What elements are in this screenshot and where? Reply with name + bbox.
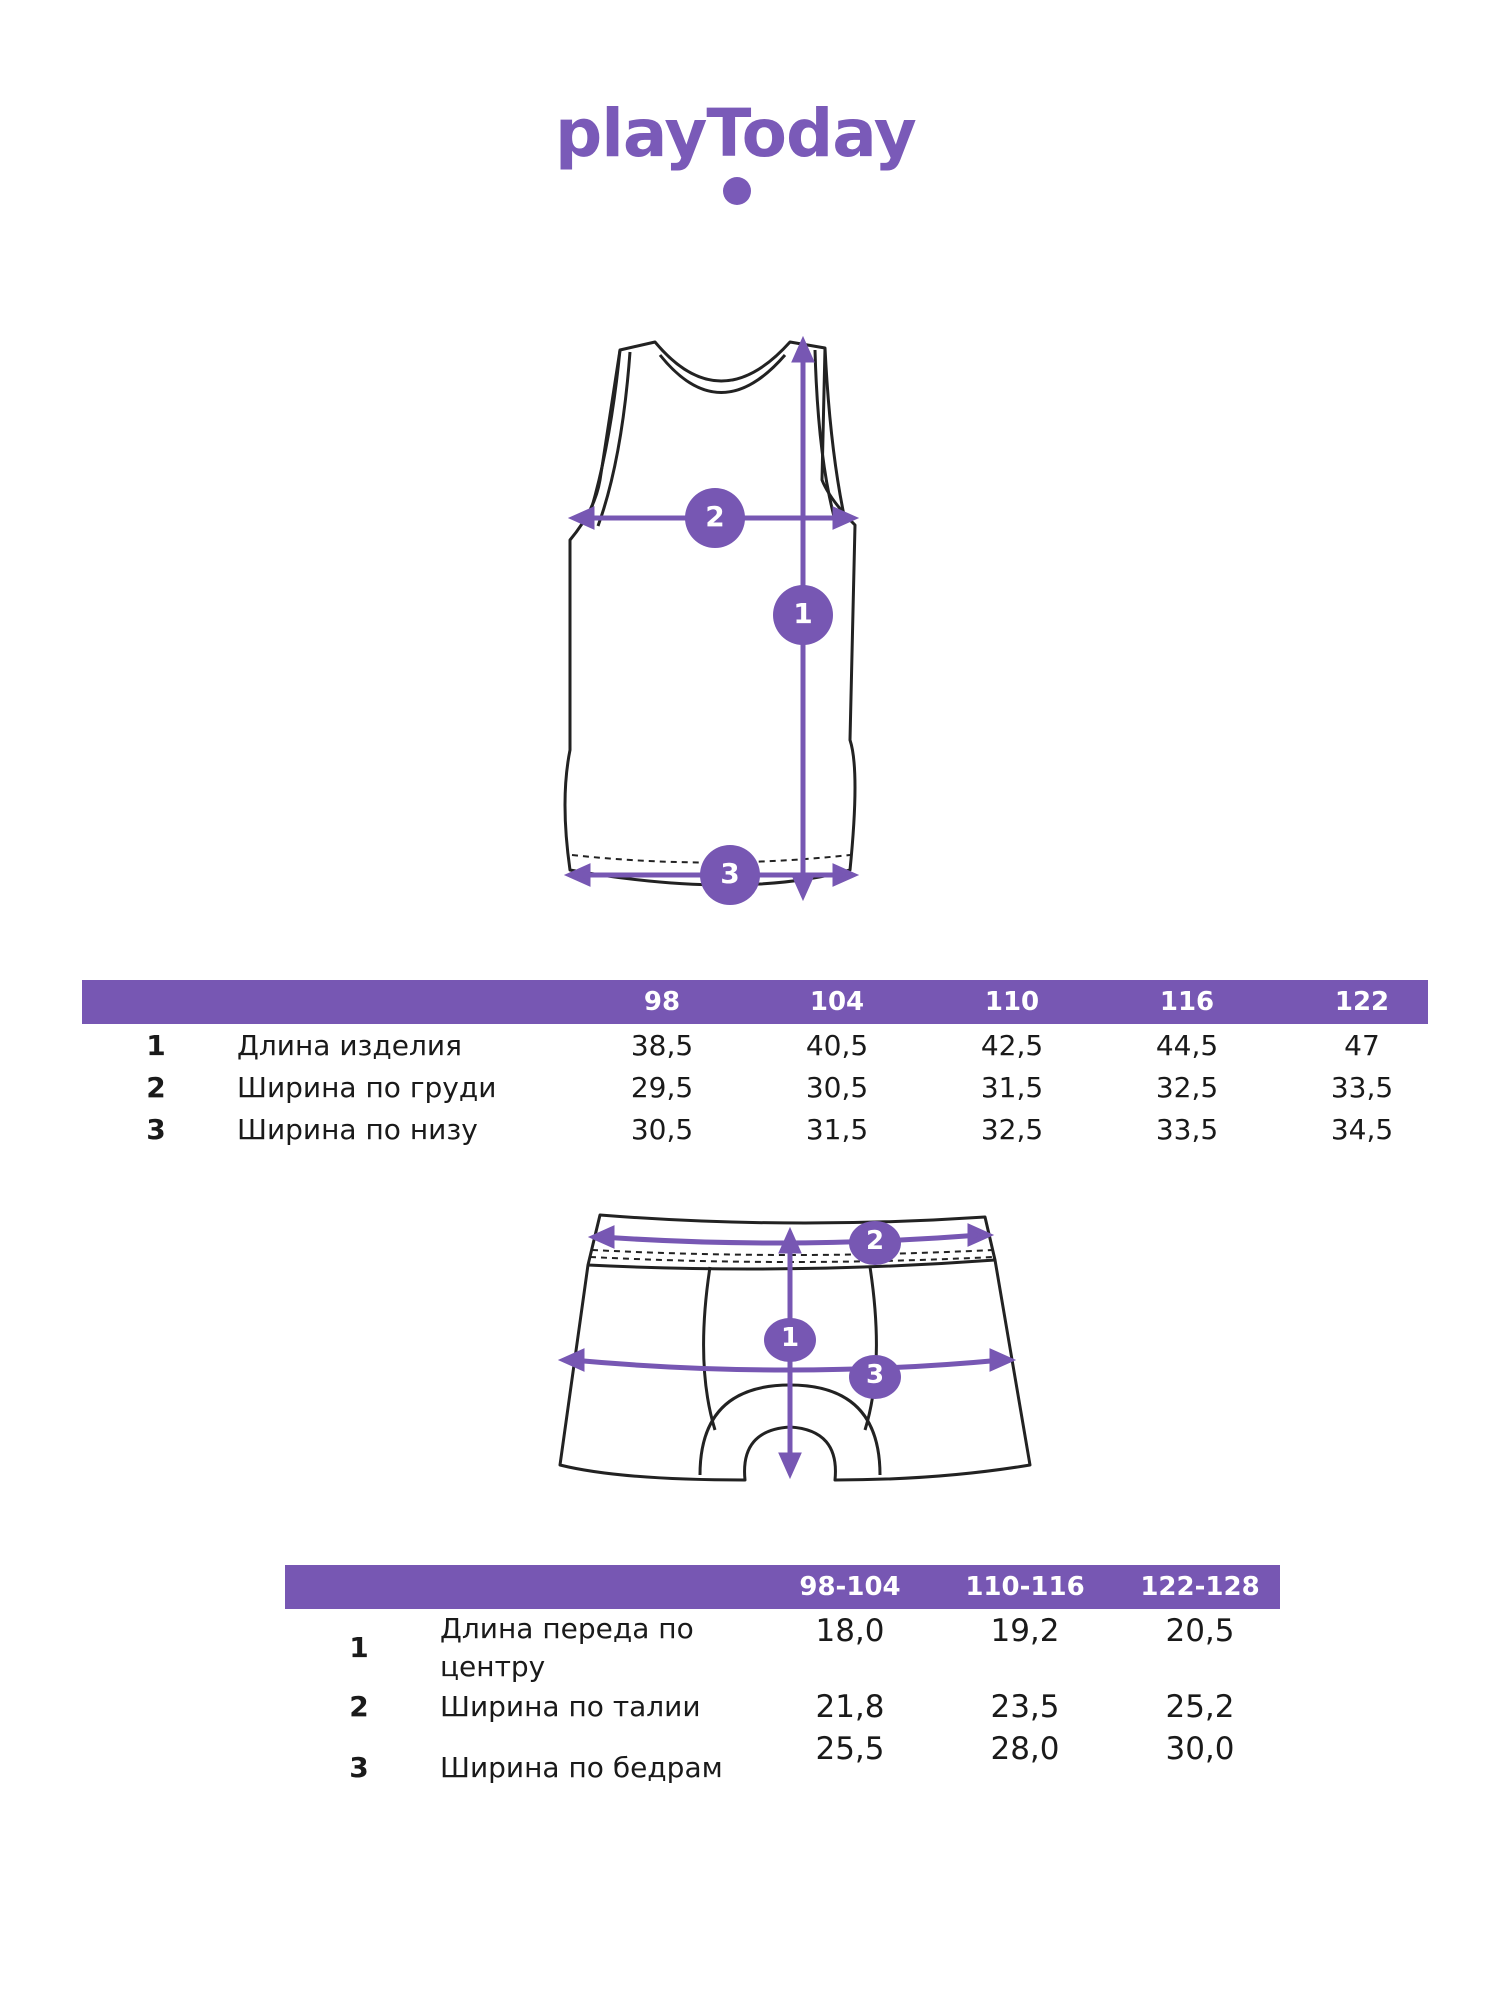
row-label: Ширина по низу [237, 1113, 478, 1146]
brand-logo [555, 95, 955, 215]
row-number: 3 [349, 1751, 369, 1784]
size-header: 98 [643, 987, 681, 1017]
value-cell: 23,5 [990, 1689, 1060, 1725]
logo-dot-icon [723, 177, 751, 205]
size-header: 98-104 [799, 1572, 901, 1602]
row-number: 2 [349, 1690, 369, 1723]
row-label: Длина изделия [237, 1029, 462, 1062]
row-number: 1 [146, 1029, 166, 1062]
boxer-marker-2: 2 [865, 1226, 885, 1256]
value-cell: 32,5 [1155, 1071, 1219, 1104]
table-header [82, 980, 1428, 1024]
table-header [285, 1565, 1280, 1609]
row-label: Ширина по бедрам [440, 1751, 723, 1784]
row-number: 3 [146, 1113, 166, 1146]
value-cell: 31,5 [805, 1113, 869, 1146]
tank-top-drawing [560, 330, 980, 910]
row-label: Ширина по талии [440, 1690, 701, 1723]
value-cell: 34,5 [1330, 1113, 1394, 1146]
size-header: 110-116 [965, 1572, 1085, 1602]
boxer-marker-1: 1 [780, 1323, 800, 1353]
tank-marker-3: 3 [720, 857, 740, 890]
value-cell: 32,5 [980, 1113, 1044, 1146]
value-cell: 21,8 [815, 1689, 885, 1725]
tank-marker-2: 2 [705, 500, 725, 533]
tank-top-sketch [560, 330, 980, 910]
value-cell: 30,5 [805, 1071, 869, 1104]
value-cell: 42,5 [980, 1029, 1044, 1062]
value-cell: 30,0 [1165, 1731, 1235, 1767]
boxer-shorts-drawing [540, 1205, 1040, 1525]
size-header: 110 [984, 987, 1040, 1017]
boxer-shorts-sketch [540, 1205, 1040, 1525]
value-cell: 33,5 [1155, 1113, 1219, 1146]
row-label: Ширина по груди [237, 1071, 497, 1104]
value-cell: 31,5 [980, 1071, 1044, 1104]
value-cell: 20,5 [1165, 1613, 1235, 1649]
size-header: 122-128 [1140, 1572, 1260, 1602]
value-cell: 28,0 [990, 1731, 1060, 1767]
value-cell: 19,2 [990, 1613, 1060, 1649]
tank-top-size-table [82, 980, 1428, 1160]
size-header: 116 [1159, 987, 1215, 1017]
brand-name: playToday [555, 95, 916, 172]
size-header: 122 [1334, 987, 1390, 1017]
value-cell: 47 [1344, 1029, 1380, 1062]
value-cell: 44,5 [1155, 1029, 1219, 1062]
row-label: Длина переда по [440, 1612, 694, 1645]
value-cell: 25,2 [1165, 1689, 1235, 1725]
boxer-size-table [285, 1565, 1280, 1795]
value-cell: 25,5 [815, 1731, 885, 1767]
size-header: 104 [809, 987, 865, 1017]
value-cell: 40,5 [805, 1029, 869, 1062]
value-cell: 30,5 [630, 1113, 694, 1146]
value-cell: 38,5 [630, 1029, 694, 1062]
row-number: 1 [349, 1631, 369, 1664]
marker-circles [685, 488, 833, 905]
row-number: 2 [146, 1071, 166, 1104]
tank-marker-1: 1 [793, 597, 813, 630]
boxer-marker-3: 3 [865, 1360, 885, 1390]
row-label-continued: центру [440, 1650, 546, 1683]
value-cell: 18,0 [815, 1613, 885, 1649]
value-cell: 33,5 [1330, 1071, 1394, 1104]
value-cell: 29,5 [630, 1071, 694, 1104]
